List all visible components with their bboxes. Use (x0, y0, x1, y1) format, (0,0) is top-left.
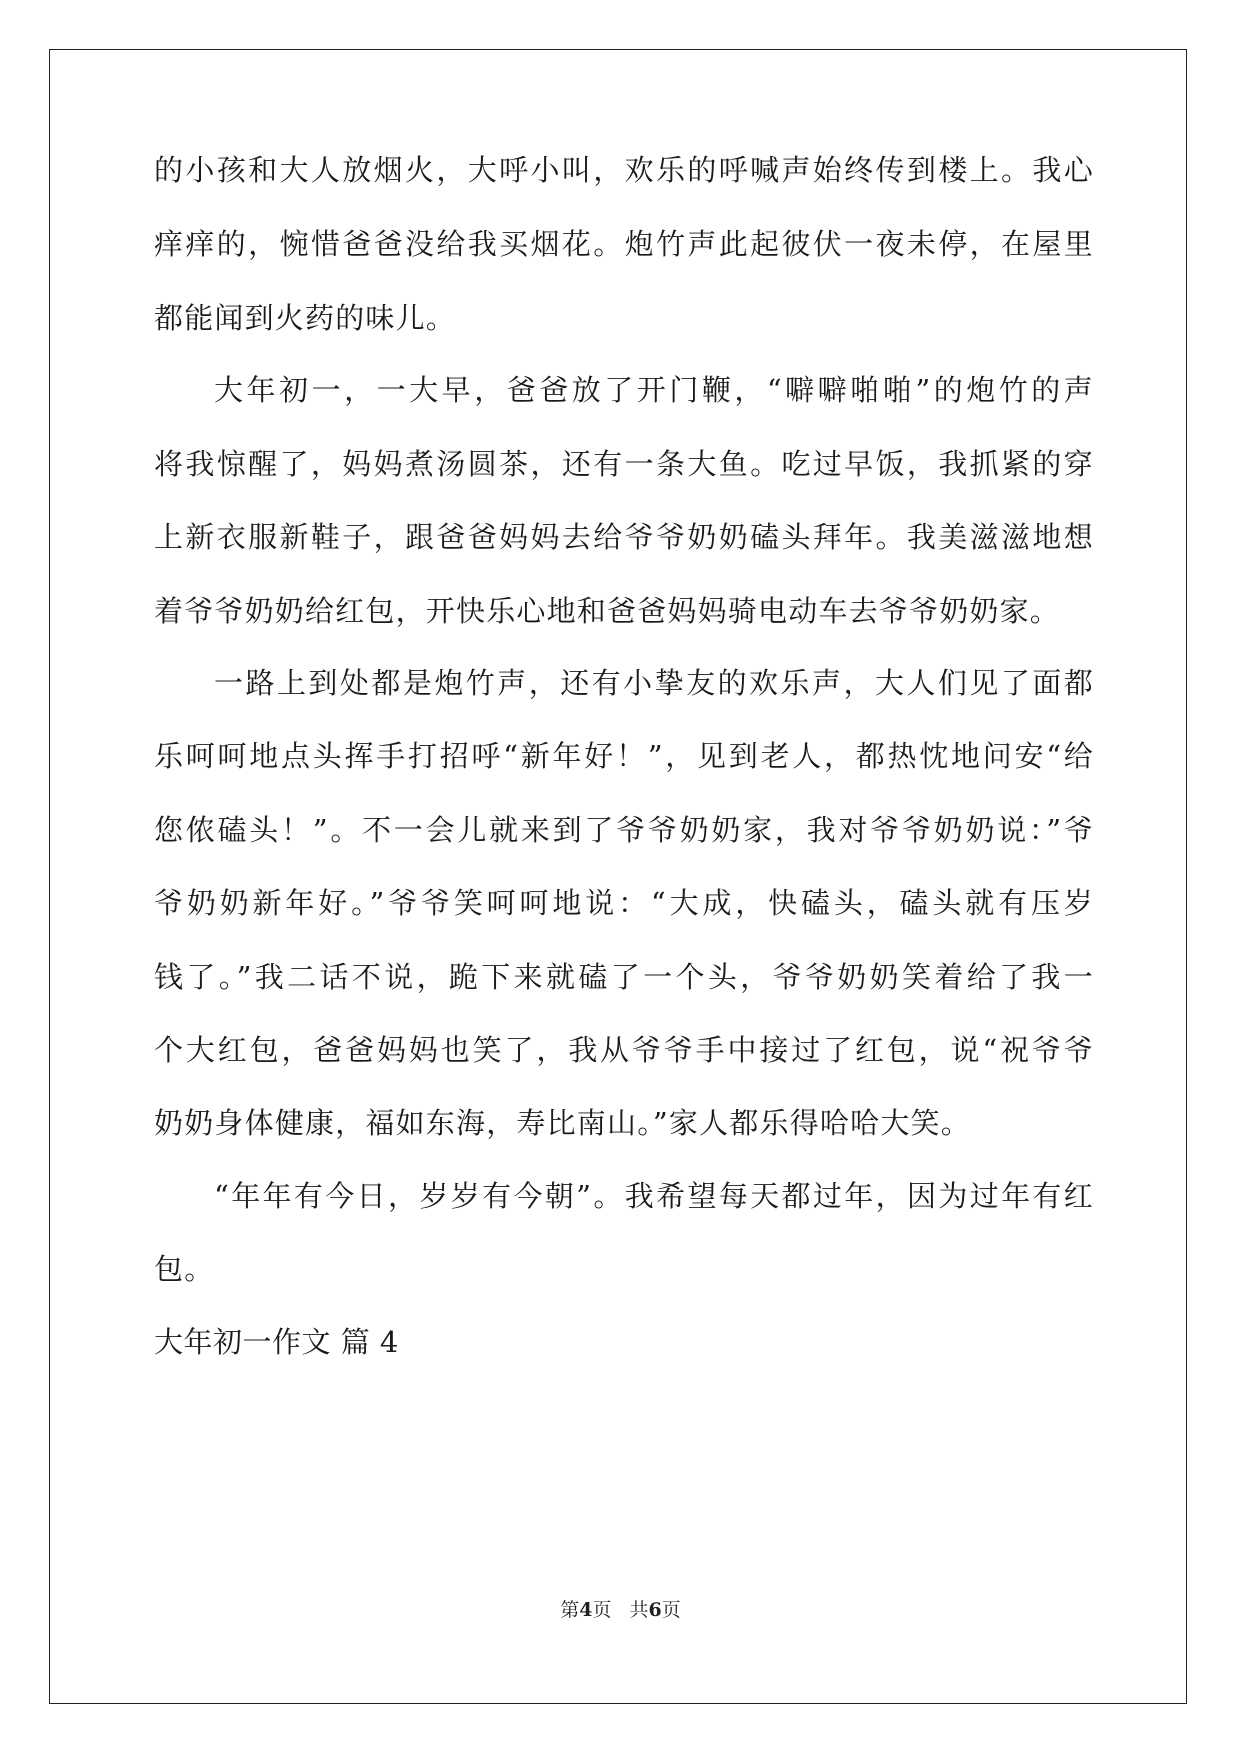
total-prefix: 共 (629, 1599, 649, 1621)
paragraph-first-line: “年年有今日，岁岁有今朝”。我希望每天都过年，因为过年有红 (214, 1179, 1094, 1213)
page-total: 6 (648, 1599, 662, 1621)
body-line: 的小孩和大人放烟火，大呼小叫，欢乐的呼喊声始终传到楼上。我心 (154, 153, 1094, 187)
page-prefix: 第 (560, 1599, 580, 1621)
page-footer (0, 1598, 1241, 1622)
paragraph-first-line: 大年初一，一大早，爸爸放了开门鞭，“噼噼啪啪”的炮竹的声 (214, 373, 1094, 407)
section-heading: 大年初一作文 篇 4 (154, 1325, 399, 1359)
body-line: 上新衣服新鞋子，跟爸爸妈妈去给爷爷奶奶磕头拜年。我美滋滋地想 (154, 520, 1094, 554)
total-unit: 页 (661, 1599, 681, 1621)
body-line: 个大红包，爸爸妈妈也笑了，我从爷爷手中接过了红包，说“祝爷爷 (154, 1033, 1094, 1067)
body-line: 爷奶奶新年好。”爷爷笑呵呵地说：“大成，快磕头，磕头就有压岁 (154, 886, 1094, 920)
body-line: 包。 (154, 1252, 215, 1286)
body-line: 钱了。”我二话不说，跪下来就磕了一个头，爷爷奶奶笑着给了我一 (154, 960, 1094, 994)
body-line: 乐呵呵地点头挥手打招呼“新年好！”，见到老人，都热忱地问安“给 (154, 739, 1094, 773)
page-current: 4 (579, 1599, 593, 1621)
paragraph-first-line: 一路上到处都是炮竹声，还有小挚友的欢乐声，大人们见了面都 (214, 666, 1094, 700)
body-line: 奶奶身体健康，福如东海，寿比南山。”家人都乐得哈哈大笑。 (154, 1106, 971, 1140)
body-line: 痒痒的，惋惜爸爸没给我买烟花。炮竹声此起彼伏一夜未停，在屋里 (154, 227, 1094, 261)
body-line: 将我惊醒了，妈妈煮汤圆茶，还有一条大鱼。吃过早饭，我抓紧的穿 (154, 447, 1094, 481)
body-line: 您侬磕头！”。不一会儿就来到了爷爷奶奶家，我对爷爷奶奶说：”爷 (154, 813, 1094, 847)
body-line: 着爷爷奶奶给红包，开快乐心地和爸爸妈妈骑电动车去爷爷奶奶家。 (154, 594, 1061, 628)
page-unit: 页 (592, 1599, 612, 1621)
body-line: 都能闻到火药的味儿。 (154, 301, 457, 335)
